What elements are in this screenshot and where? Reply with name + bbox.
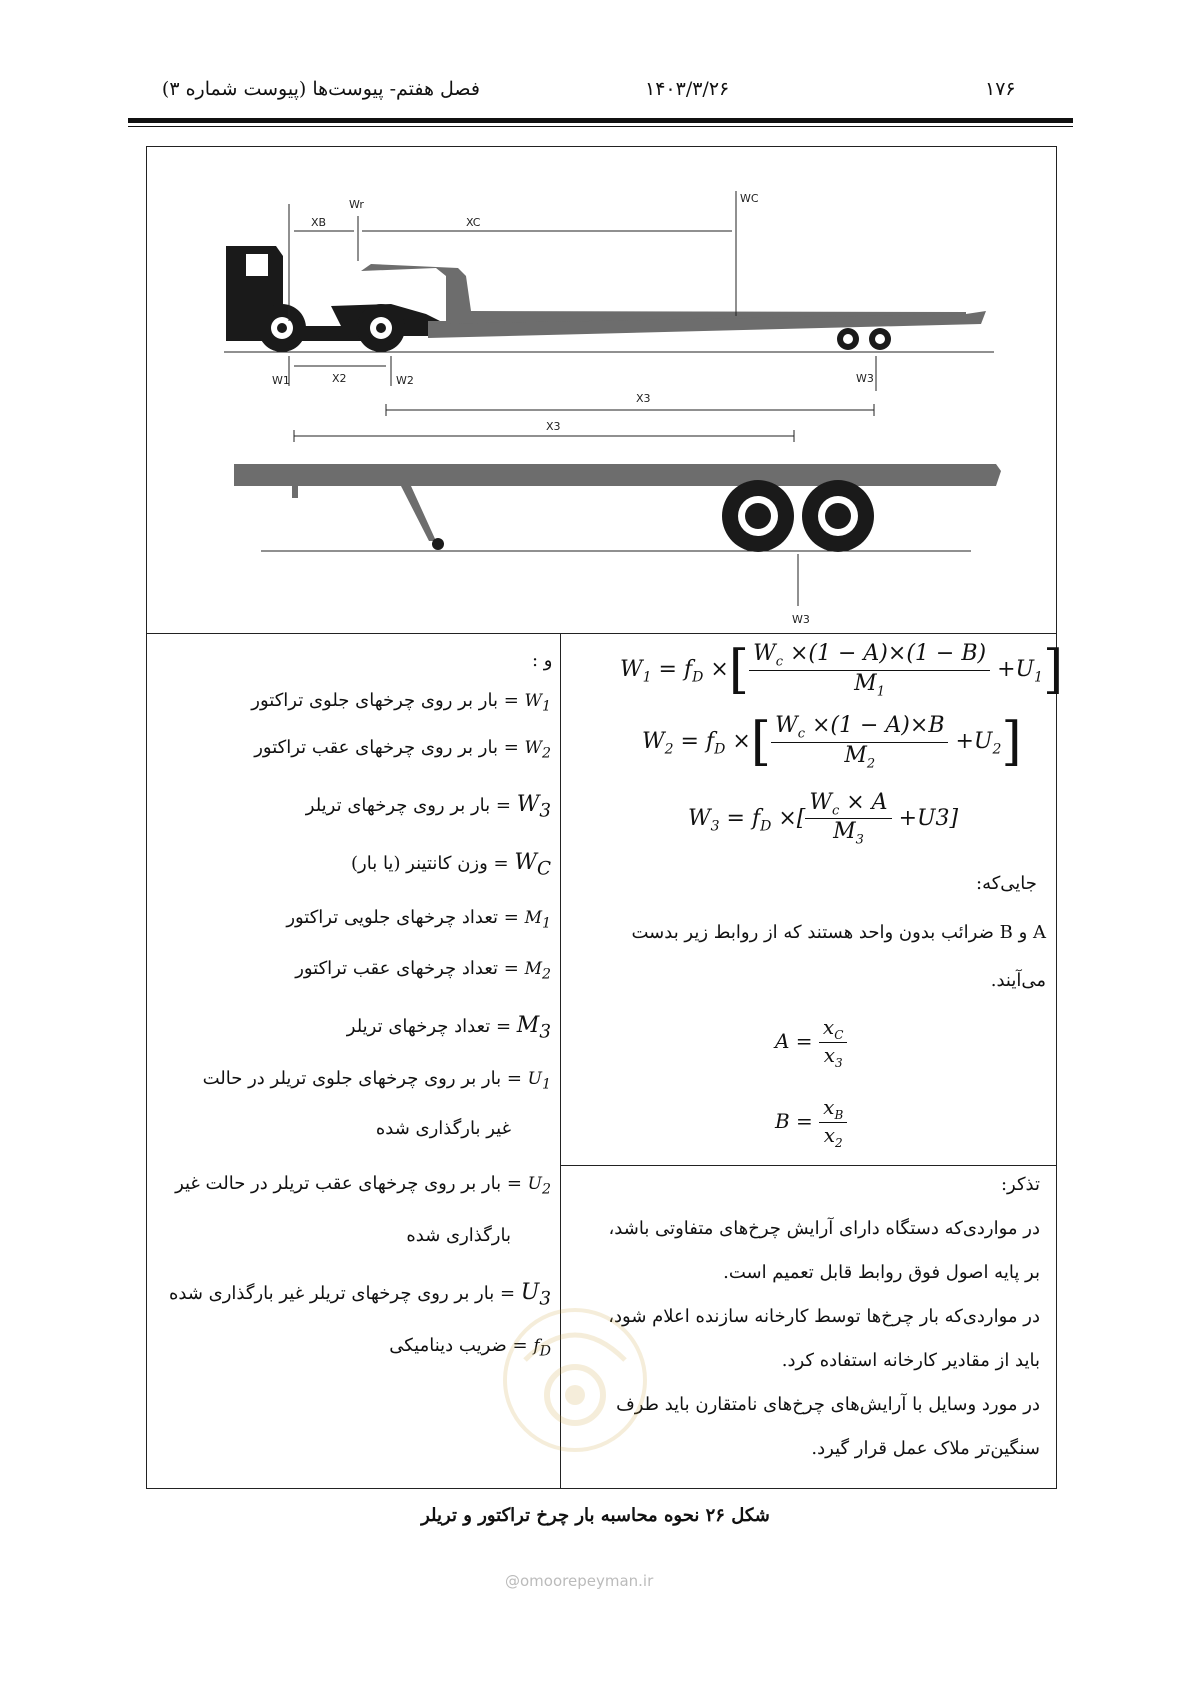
definition-w1: $W_1$ = بار بر روی چرخهای جلوی تراکتور (251, 690, 551, 715)
note-line-2: بر پایه اصول فوق روابط قابل تعمیم است. (723, 1262, 1040, 1283)
header-rule-thick (128, 118, 1073, 123)
equations-intro: و : (532, 650, 553, 671)
definition-w2: $W_2$ = بار بر روی چرخهای عقب تراکتور (254, 737, 551, 762)
chapter-title: فصل هفتم- پیوست‌ها (پیوست شماره ۳) (161, 78, 480, 100)
page-number: ۱۷۶ (985, 78, 1016, 100)
label-w1: W1 (272, 374, 290, 387)
equation-w1: $W_1 = f_D$ ×[ $\frac{W_c \times(1 - A)\times(1 - B)}{M_1}$ $+U_1$] (620, 640, 1064, 700)
equation-b: B = $\frac{x_B}{x_2}$ (775, 1095, 847, 1150)
note-title: تذکر: (1000, 1174, 1040, 1195)
header-rule-thin (128, 126, 1073, 127)
definition-m2: $M_2$ = تعداد چرخهای عقب تراکتور (295, 958, 551, 983)
definition-m1: $M_1$ = تعداد چرخهای جلویی تراکتور (286, 907, 551, 932)
note-line-4: باید از مقادیر کارخانه استفاده کرد. (781, 1350, 1040, 1371)
definition-u1-cont: غیر بارگذاری شده (375, 1118, 511, 1139)
label-w2: W2 (396, 374, 414, 387)
definition-u1: $U_1$ = بار بر روی چرخهای جلوی تریلر در حالت (202, 1068, 551, 1093)
frame-divider-horizontal (146, 633, 1057, 634)
definition-fd: $f_D$ = ضریب دینامیکی (389, 1335, 551, 1360)
tractor-trailer-diagram (146, 146, 1057, 633)
note-line-6: سنگین‌تر ملاک عمل قرار گیرد. (811, 1438, 1040, 1459)
definition-u2-cont: بارگذاری شده (406, 1225, 511, 1246)
page-date: ۱۴۰۳/۳/۲۶ (645, 78, 730, 100)
definition-w3: $W_3$ = بار بر روی چرخهای تریلر (305, 792, 551, 822)
seal-watermark-logo (495, 1300, 655, 1460)
equation-a: A = $\frac{x_C}{x_3}$ (775, 1015, 847, 1070)
definition-u2: $U_2$ = بار بر روی چرخهای عقب تریلر در حالت غیر (175, 1173, 551, 1198)
coefficient-text-2: می‌آیند. (990, 970, 1046, 991)
note-line-3: در مواردی‌که بار چرخ‌ها توسط کارخانه سازنده اعلام شود، (608, 1306, 1040, 1327)
label-x2: X2 (332, 372, 347, 385)
label-wr: Wr (349, 198, 364, 211)
label-w3-bottom: W3 (792, 613, 810, 626)
label-wc: WC (740, 192, 759, 205)
definition-m3: $M_3$ = تعداد چرخهای تریلر (346, 1013, 551, 1043)
site-watermark: @omoorepeyman.ir (505, 1572, 654, 1590)
coefficient-text-1: A و B ضرائب بدون واحد هستند که از روابط زیر بدست (631, 922, 1046, 943)
label-x3-lower: X3 (546, 420, 561, 433)
equation-w3: $W_3 = f_D$ ×[ $\frac{W_c \times A}{M_3}$ +U3] (688, 790, 959, 848)
label-xb: XB (311, 216, 327, 229)
definition-wc: $W_C$ = وزن کانتینر (یا بار) (351, 850, 551, 880)
figure-caption: شکل ۲۶ نحوه محاسبه بار چرخ تراکتور و تریلر (421, 1505, 770, 1526)
flatbed-trailer (234, 464, 1001, 486)
label-xc: XC (466, 216, 481, 229)
note-line-5: در مورد وسایل با آرایش‌های چرخ‌های نامتقارن باید طرف (616, 1394, 1040, 1415)
equation-w2: $W_2 = f_D$ ×[ $\frac{W_c \times(1 - A)\times B}{M_2}$ $+U_2$] (642, 712, 1022, 772)
note-line-1: در مواردی‌که دستگاه دارای آرایش چرخ‌های متفاوتی باشد، (608, 1218, 1040, 1239)
frame-divider-vertical-upper (560, 633, 561, 1165)
definition-u3: $U_3$ = بار بر روی چرخهای تریلر غیر بارگذاری شده (168, 1280, 551, 1310)
trailer-landing-gear (401, 486, 436, 541)
label-w3-top: W3 (856, 372, 874, 385)
where-label: جایی‌که: (976, 873, 1037, 894)
label-x3-upper: X3 (636, 392, 651, 405)
